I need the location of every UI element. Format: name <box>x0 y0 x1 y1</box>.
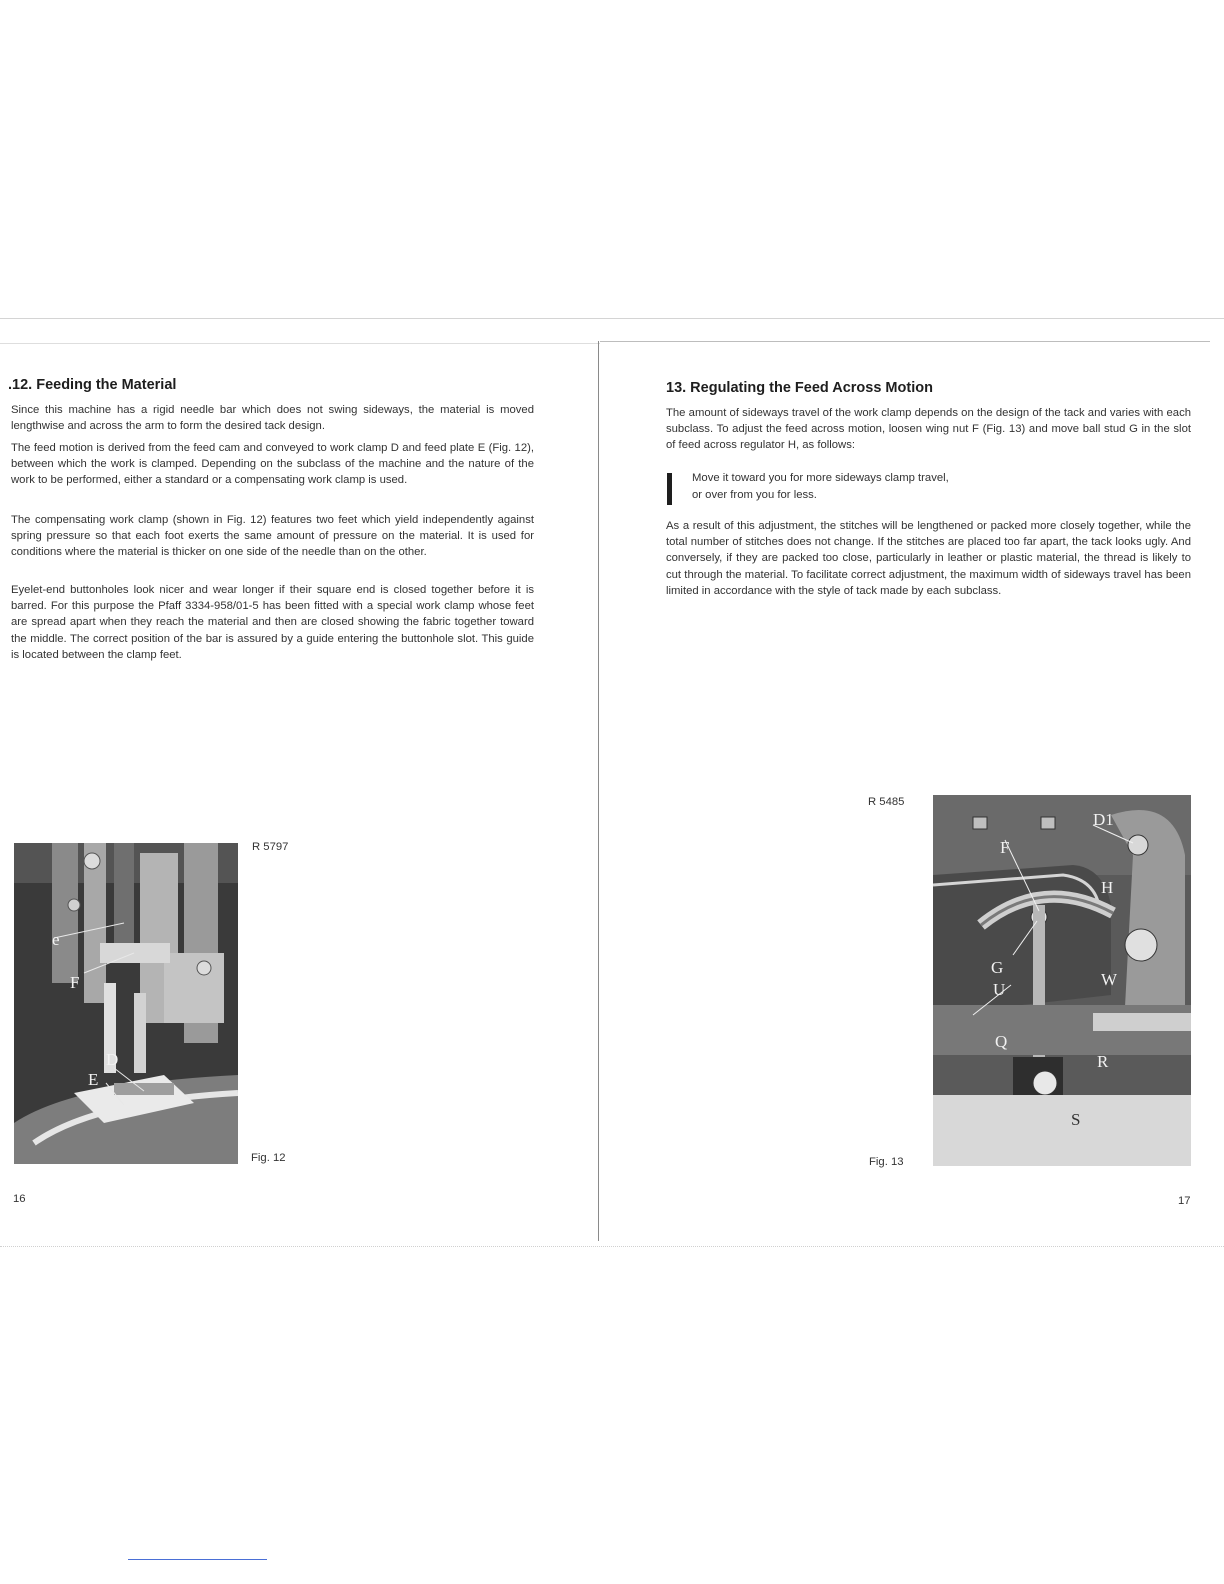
figure-12-photo <box>14 843 238 1164</box>
fig13-label-G: G <box>991 958 1004 977</box>
section-title-feeding: .12. Feeding the Material <box>8 377 177 393</box>
top-edge-line <box>0 318 1224 319</box>
paragraph-3: The compensating work clamp (shown in Fig. 12) features two feet which yield independently against spring pressure so that each foot exerts the same amount of pressure on the material. It is used for conditions where the material is thicker on one side of the needle than on the other. <box>11 514 534 559</box>
intro-paragraph: The amount of sideways travel of the work clamp depends on the design of the tack and varies with each subclass. To adjust the feed across motion, loosen wing nut F (Fig. 13) and move ball stud G in the slot of feed across regulator H, as follows: <box>666 407 1191 452</box>
fig13-label-U: U <box>993 980 1006 999</box>
fig13-label-H: H <box>1101 878 1114 897</box>
fig13-label-F: F <box>1000 838 1010 857</box>
figure-13-caption: Fig. 13 <box>869 1156 904 1168</box>
note-line-1: Move it toward you for more sideways clamp travel, <box>692 472 949 484</box>
section-title-regulating: 13. Regulating the Feed Across Motion <box>666 380 933 396</box>
figure-13-photo <box>933 795 1191 1166</box>
fig13-label-Q: Q <box>995 1032 1008 1051</box>
page-number-left: 16 <box>13 1193 26 1205</box>
figure-12-ref: R 5797 <box>252 841 289 853</box>
paragraph-1: Since this machine has a rigid needle bar which does not swing sideways, the material is moved lengthwise and across the arm to form the desired tack design. <box>11 404 534 433</box>
left-page-top-line <box>0 343 600 344</box>
fig12-label-e: e <box>52 930 60 949</box>
page-number-right: 17 <box>1178 1195 1191 1207</box>
bottom-underline <box>128 1559 267 1560</box>
fig13-label-S: S <box>1071 1110 1081 1129</box>
fig12-label-F: F <box>70 973 80 992</box>
bottom-edge-line <box>0 1246 1224 1247</box>
fig12-label-D: D <box>106 1050 119 1069</box>
figure-13-ref: R 5485 <box>868 796 905 808</box>
fig13-label-D1: D1 <box>1093 810 1114 829</box>
figure-12-caption: Fig. 12 <box>251 1152 286 1164</box>
paragraph-2: The feed motion is derived from the feed cam and conveyed to work clamp D and feed plate E (Fig. 12), between which the work is clamped. Depending on the subclass of the machine and the nature of the work to be performed, either a standard or a compensating work clamp is used. <box>11 442 534 487</box>
right-page-top-line <box>600 341 1210 342</box>
note-line-2: or over from you for less. <box>692 489 817 501</box>
fig12-label-E: E <box>88 1070 99 1089</box>
result-paragraph: As a result of this adjustment, the stitches will be lengthened or packed more closely together, while the total number of stitches does not change. If the stitches are placed too far apart, the tack looks ugly. And conversely, if they are packed too close, particularly in leather or plastic material, the thread is likely to cut through the material. To facilitate correct adjustment, the maximum width of sideways travel has been limited in accordance with the style of tack made by each subclass. <box>666 520 1191 597</box>
fig13-label-W: W <box>1101 970 1118 989</box>
note-bar <box>667 473 672 505</box>
page-gutter <box>598 341 599 1241</box>
paragraph-4: Eyelet-end buttonholes look nicer and wear longer if their square end is closed together before it is barred. For this purpose the Pfaff 3334-958/01-5 has been fitted with a special work clamp whose feet are spread apart when they reach the material and then are closed showing the fabric together toward the middle. The correct position of the bar is assured by a guide entering the buttonhole slot. This guide is located between the clamp feet. <box>11 584 534 661</box>
fig13-label-R: R <box>1097 1052 1109 1071</box>
